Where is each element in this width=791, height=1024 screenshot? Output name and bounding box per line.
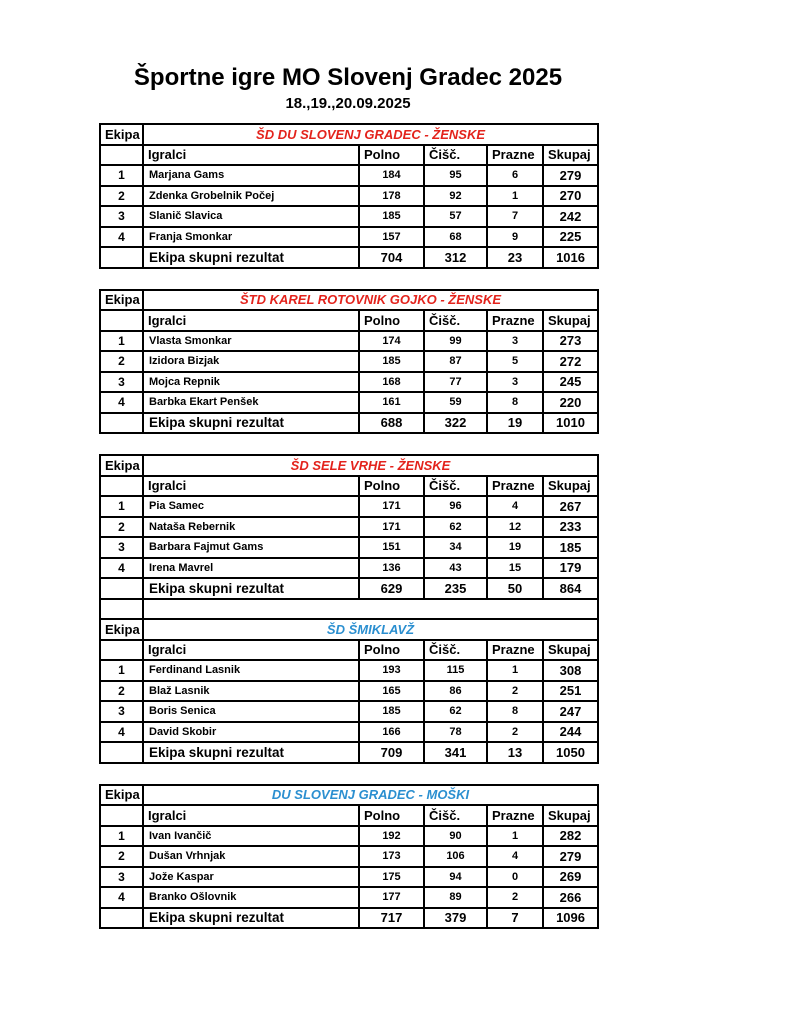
team-header-row [100,290,598,311]
team-total-row [100,908,598,929]
total-prazne-value-cell: 19 [487,413,543,434]
polno-value-cell: 193 [359,660,424,681]
player-row [100,206,598,227]
document-page [99,0,597,929]
player-name-cell: Irena Mavrel [143,558,359,579]
total-label-cell: Ekipa skupni rezultat [143,742,359,763]
empty-corner-cell [100,805,143,826]
cisc-value-cell: 43 [424,558,487,579]
prazne-value-cell: 3 [487,331,543,352]
polno-value-cell: 166 [359,722,424,743]
prazne-value-cell: 0 [487,867,543,888]
player-row [100,331,598,352]
total-label-cell: Ekipa skupni rezultat [143,578,359,599]
cisc-value-cell: 106 [424,846,487,867]
player-row [100,660,598,681]
player-name-cell: Barbka Ekart Penšek [143,392,359,413]
player-position-cell: 2 [100,846,143,867]
polno-value-cell: 177 [359,887,424,908]
player-name-cell: Ferdinand Lasnik [143,660,359,681]
prazne-value-cell: 12 [487,517,543,538]
column-header-igralci: Igralci [143,145,359,166]
player-position-cell: 4 [100,392,143,413]
team-name-cell: ŠD SELE VRHE - ŽENSKE [143,455,598,476]
cisc-value-cell: 115 [424,660,487,681]
skupaj-value-cell: 308 [543,660,598,681]
player-row [100,227,598,248]
empty-position-cell [100,413,143,434]
empty-corner-cell [100,145,143,166]
cisc-value-cell: 92 [424,186,487,207]
cisc-value-cell: 99 [424,331,487,352]
spacer-row [100,599,598,620]
total-polno-value-cell: 704 [359,247,424,268]
polno-value-cell: 165 [359,681,424,702]
skupaj-value-cell: 233 [543,517,598,538]
polno-value-cell: 173 [359,846,424,867]
prazne-value-cell: 7 [487,206,543,227]
prazne-value-cell: 15 [487,558,543,579]
polno-value-cell: 184 [359,165,424,186]
column-header-polno: Polno [359,310,424,331]
polno-value-cell: 185 [359,351,424,372]
player-position-cell: 1 [100,165,143,186]
total-cisc-value-cell: 312 [424,247,487,268]
total-skupaj-value-cell: 1010 [543,413,598,434]
column-header-skupaj: Skupaj [543,640,598,661]
team-total-row [100,247,598,268]
team-header-row [100,124,598,145]
total-polno-value-cell: 717 [359,908,424,929]
player-row [100,186,598,207]
column-header-row [100,310,598,331]
player-position-cell: 1 [100,660,143,681]
cisc-value-cell: 34 [424,537,487,558]
player-name-cell: Jože Kaspar [143,867,359,888]
total-label-cell: Ekipa skupni rezultat [143,908,359,929]
skupaj-value-cell: 282 [543,826,598,847]
cisc-value-cell: 62 [424,517,487,538]
cisc-value-cell: 86 [424,681,487,702]
cisc-value-cell: 89 [424,887,487,908]
player-position-cell: 4 [100,227,143,248]
column-header-cisc: Čišč. [424,640,487,661]
total-label-cell: Ekipa skupni rezultat [143,247,359,268]
team-name-cell: DU SLOVENJ GRADEC - MOŠKI [143,785,598,806]
team-table [99,289,599,435]
column-header-prazne: Prazne [487,145,543,166]
player-position-cell: 2 [100,681,143,702]
player-name-cell: Dušan Vrhnjak [143,846,359,867]
total-prazne-value-cell: 23 [487,247,543,268]
player-name-cell: Marjana Gams [143,165,359,186]
cisc-value-cell: 87 [424,351,487,372]
results-tables [99,123,597,929]
cisc-value-cell: 78 [424,722,487,743]
skupaj-value-cell: 185 [543,537,598,558]
player-position-cell: 4 [100,887,143,908]
prazne-value-cell: 1 [487,826,543,847]
column-header-polno: Polno [359,476,424,497]
empty-corner-cell [100,640,143,661]
skupaj-value-cell: 272 [543,351,598,372]
prazne-value-cell: 8 [487,701,543,722]
cisc-value-cell: 77 [424,372,487,393]
player-position-cell: 4 [100,722,143,743]
player-position-cell: 3 [100,372,143,393]
total-skupaj-value-cell: 1096 [543,908,598,929]
total-polno-value-cell: 629 [359,578,424,599]
total-cisc-value-cell: 341 [424,742,487,763]
player-row [100,372,598,393]
ekipa-label-cell: Ekipa [100,785,143,806]
total-polno-value-cell: 709 [359,742,424,763]
prazne-value-cell: 8 [487,392,543,413]
polno-value-cell: 161 [359,392,424,413]
player-name-cell: Nataša Rebernik [143,517,359,538]
empty-position-cell [100,578,143,599]
empty-position-cell [100,247,143,268]
team-table [99,123,599,269]
column-header-igralci: Igralci [143,310,359,331]
empty-position-cell [100,742,143,763]
cisc-value-cell: 62 [424,701,487,722]
player-name-cell: Izidora Bizjak [143,351,359,372]
player-row [100,517,598,538]
column-header-prazne: Prazne [487,310,543,331]
player-position-cell: 3 [100,867,143,888]
skupaj-value-cell: 247 [543,701,598,722]
spacer-left-cell [100,599,143,620]
polno-value-cell: 175 [359,867,424,888]
skupaj-value-cell: 244 [543,722,598,743]
column-header-row [100,805,598,826]
player-row [100,165,598,186]
column-header-row [100,145,598,166]
player-row [100,537,598,558]
skupaj-value-cell: 179 [543,558,598,579]
column-header-skupaj: Skupaj [543,310,598,331]
skupaj-value-cell: 225 [543,227,598,248]
column-header-polno: Polno [359,145,424,166]
player-position-cell: 1 [100,331,143,352]
player-name-cell: Branko Ošlovnik [143,887,359,908]
empty-corner-cell [100,476,143,497]
team-name-cell: ŠD DU SLOVENJ GRADEC - ŽENSKE [143,124,598,145]
player-name-cell: Vlasta Smonkar [143,331,359,352]
skupaj-value-cell: 242 [543,206,598,227]
ekipa-label-cell: Ekipa [100,455,143,476]
column-header-cisc: Čišč. [424,805,487,826]
spacer-right-cell [143,599,598,620]
prazne-value-cell: 2 [487,681,543,702]
team-name-cell: ŠTD KAREL ROTOVNIK GOJKO - ŽENSKE [143,290,598,311]
column-header-prazne: Prazne [487,640,543,661]
team-table [99,454,599,620]
column-header-prazne: Prazne [487,476,543,497]
ekipa-label-cell: Ekipa [100,124,143,145]
total-skupaj-value-cell: 864 [543,578,598,599]
player-position-cell: 3 [100,701,143,722]
player-name-cell: David Skobir [143,722,359,743]
player-position-cell: 3 [100,206,143,227]
skupaj-value-cell: 279 [543,846,598,867]
team-total-row [100,578,598,599]
skupaj-value-cell: 279 [543,165,598,186]
total-cisc-value-cell: 322 [424,413,487,434]
player-position-cell: 2 [100,351,143,372]
cisc-value-cell: 90 [424,826,487,847]
polno-value-cell: 171 [359,496,424,517]
team-header-row [100,619,598,640]
column-header-prazne: Prazne [487,805,543,826]
ekipa-label-cell: Ekipa [100,619,143,640]
column-header-igralci: Igralci [143,640,359,661]
player-position-cell: 4 [100,558,143,579]
team-header-row [100,785,598,806]
prazne-value-cell: 5 [487,351,543,372]
polno-value-cell: 185 [359,206,424,227]
player-row [100,496,598,517]
prazne-value-cell: 9 [487,227,543,248]
column-header-polno: Polno [359,640,424,661]
skupaj-value-cell: 269 [543,867,598,888]
player-row [100,846,598,867]
player-row [100,867,598,888]
total-label-cell: Ekipa skupni rezultat [143,413,359,434]
player-position-cell: 2 [100,186,143,207]
skupaj-value-cell: 270 [543,186,598,207]
polno-value-cell: 151 [359,537,424,558]
player-position-cell: 2 [100,517,143,538]
player-name-cell: Barbara Fajmut Gams [143,537,359,558]
player-row [100,722,598,743]
player-row [100,392,598,413]
column-header-cisc: Čišč. [424,476,487,497]
total-prazne-value-cell: 7 [487,908,543,929]
total-skupaj-value-cell: 1050 [543,742,598,763]
polno-value-cell: 192 [359,826,424,847]
prazne-value-cell: 3 [487,372,543,393]
polno-value-cell: 185 [359,701,424,722]
polno-value-cell: 174 [359,331,424,352]
prazne-value-cell: 1 [487,660,543,681]
prazne-value-cell: 2 [487,722,543,743]
skupaj-value-cell: 273 [543,331,598,352]
column-header-row [100,640,598,661]
player-name-cell: Franja Smonkar [143,227,359,248]
total-prazne-value-cell: 50 [487,578,543,599]
player-name-cell: Ivan Ivančič [143,826,359,847]
cisc-value-cell: 96 [424,496,487,517]
prazne-value-cell: 2 [487,887,543,908]
column-header-cisc: Čišč. [424,145,487,166]
cisc-value-cell: 95 [424,165,487,186]
page-title: Športne igre MO Slovenj Gradec 2025 [133,64,563,91]
cisc-value-cell: 94 [424,867,487,888]
skupaj-value-cell: 267 [543,496,598,517]
column-header-skupaj: Skupaj [543,145,598,166]
ekipa-label-cell: Ekipa [100,290,143,311]
player-name-cell: Pia Samec [143,496,359,517]
player-row [100,351,598,372]
event-date: 18.,19.,20.09.2025 [285,95,411,112]
team-name-cell: ŠD ŠMIKLAVŽ [143,619,598,640]
team-table [99,618,599,764]
polno-value-cell: 171 [359,517,424,538]
team-table [99,784,599,930]
team-total-row [100,742,598,763]
player-position-cell: 1 [100,496,143,517]
player-row [100,887,598,908]
polno-value-cell: 178 [359,186,424,207]
column-header-row [100,476,598,497]
player-row [100,701,598,722]
player-name-cell: Blaž Lasnik [143,681,359,702]
skupaj-value-cell: 245 [543,372,598,393]
prazne-value-cell: 4 [487,496,543,517]
empty-position-cell [100,908,143,929]
prazne-value-cell: 4 [487,846,543,867]
player-name-cell: Boris Senica [143,701,359,722]
prazne-value-cell: 6 [487,165,543,186]
team-total-row [100,413,598,434]
total-polno-value-cell: 688 [359,413,424,434]
column-header-igralci: Igralci [143,805,359,826]
cisc-value-cell: 59 [424,392,487,413]
player-position-cell: 1 [100,826,143,847]
total-cisc-value-cell: 235 [424,578,487,599]
column-header-cisc: Čišč. [424,310,487,331]
player-name-cell: Zdenka Grobelnik Počej [143,186,359,207]
player-name-cell: Mojca Repnik [143,372,359,393]
polno-value-cell: 136 [359,558,424,579]
player-row [100,681,598,702]
player-position-cell: 3 [100,537,143,558]
total-cisc-value-cell: 379 [424,908,487,929]
player-name-cell: Slanič Slavica [143,206,359,227]
polno-value-cell: 157 [359,227,424,248]
empty-corner-cell [100,310,143,331]
prazne-value-cell: 19 [487,537,543,558]
skupaj-value-cell: 266 [543,887,598,908]
skupaj-value-cell: 251 [543,681,598,702]
polno-value-cell: 168 [359,372,424,393]
cisc-value-cell: 57 [424,206,487,227]
total-skupaj-value-cell: 1016 [543,247,598,268]
team-header-row [100,455,598,476]
column-header-skupaj: Skupaj [543,476,598,497]
prazne-value-cell: 1 [487,186,543,207]
cisc-value-cell: 68 [424,227,487,248]
skupaj-value-cell: 220 [543,392,598,413]
total-prazne-value-cell: 13 [487,742,543,763]
column-header-skupaj: Skupaj [543,805,598,826]
player-row [100,826,598,847]
column-header-polno: Polno [359,805,424,826]
column-header-igralci: Igralci [143,476,359,497]
player-row [100,558,598,579]
